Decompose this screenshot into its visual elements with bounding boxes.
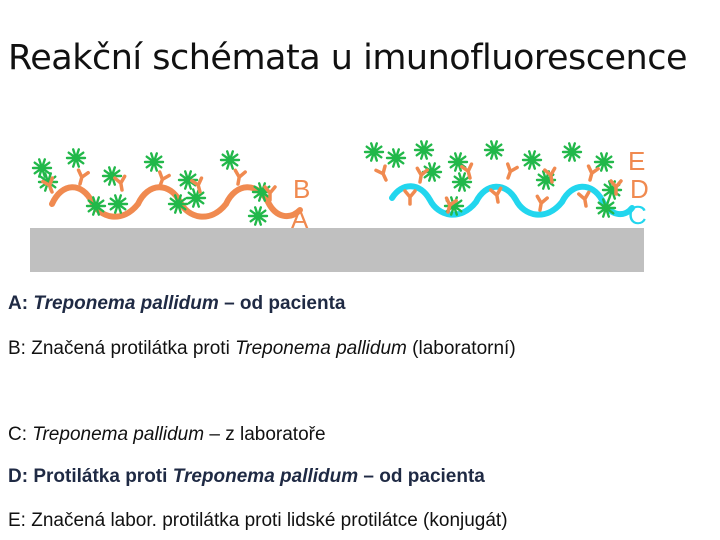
antibody-y-icon <box>115 176 127 191</box>
antibody-y-icon <box>585 166 598 181</box>
antibody-y-icon <box>579 192 591 207</box>
fluorescent-label-icon <box>365 143 383 160</box>
slide-title: Reakční schémata u imunofluorescence <box>8 38 687 78</box>
legend-item-a: A: Treponema pallidum – od pacienta <box>8 293 346 314</box>
substrate-slide <box>30 228 644 272</box>
legend-item-b: B: Značená protilátka proti Treponema pallidum (laboratorní) <box>8 338 516 359</box>
fluorescent-label-icon <box>485 141 503 158</box>
label-c: C <box>628 200 647 230</box>
label-b: B <box>293 174 311 204</box>
label-e: E <box>628 146 646 176</box>
fluorescent-label-icon <box>67 149 85 166</box>
fluorescent-label-icon <box>221 151 239 168</box>
antibody-y-icon <box>376 166 391 182</box>
antibody-y-icon <box>233 170 245 185</box>
fluorescent-label-icon <box>387 149 405 166</box>
reaction-diagram <box>0 120 720 280</box>
antibody-y-icon <box>535 196 547 211</box>
legend-item-e: E: Značená labor. protilátka proti lidské protilátce (konjugát) <box>8 510 508 531</box>
legend-item-c: C: Treponema pallidum – z laboratoře <box>8 424 326 445</box>
fluorescent-label-icon <box>563 143 581 160</box>
fluorescent-label-icon <box>249 207 267 224</box>
treponema-wave-right <box>392 186 632 214</box>
antibody-y-icon <box>75 170 88 185</box>
antibody-y-icon <box>405 191 415 204</box>
fluorescent-label-icon <box>415 141 433 158</box>
label-d: D <box>630 174 649 204</box>
antibody-y-icon <box>503 164 517 180</box>
label-a: A <box>291 204 309 234</box>
fluorescent-label-icon <box>33 159 51 176</box>
antibody-y-icon <box>491 188 503 203</box>
antibody-complexes-right <box>365 141 621 216</box>
fluorescent-label-icon <box>187 189 205 206</box>
fluorescent-label-icon <box>523 151 541 168</box>
fluorescent-label-icon <box>145 153 163 170</box>
legend-item-d: D: Protilátka proti Treponema pallidum – od pacienta <box>8 466 485 487</box>
fluorescent-label-icon <box>179 171 197 188</box>
fluorescent-label-icon <box>109 195 127 212</box>
